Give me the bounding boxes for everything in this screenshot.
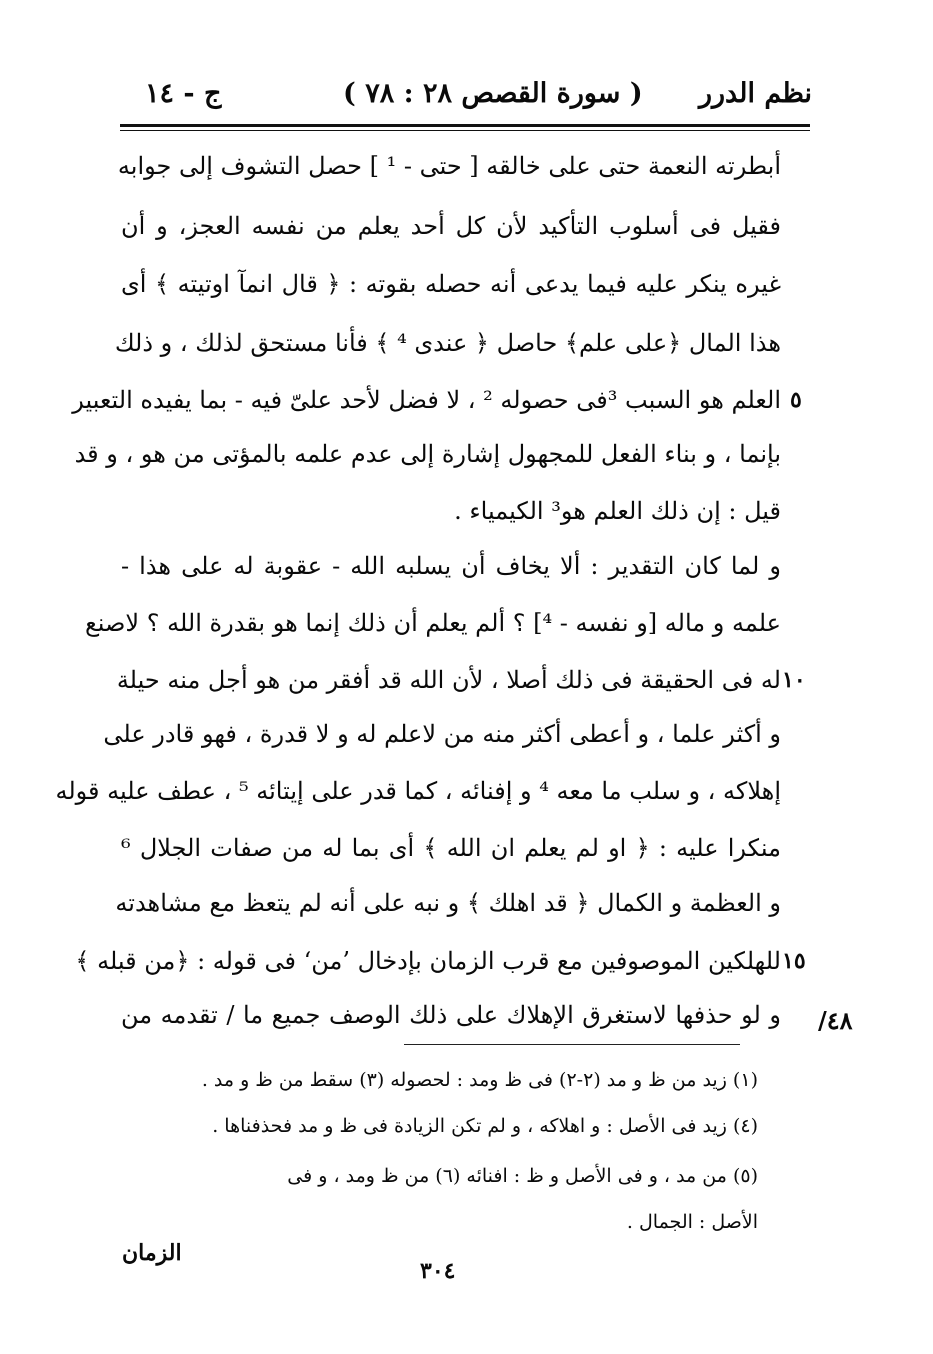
footnote-line: (١) زيد من ظ و مد (٢-٢) فى ظ ومد : لحصوله (٣) سقط من ظ و مد .	[201, 1069, 758, 1091]
running-header	[110, 78, 810, 120]
catchword: الزمان	[122, 1240, 182, 1266]
body-line: إهلاكه ، و سلب ما معه ⁴ و إفنائه ، كما قدر على إيتائه ⁵ ، عطف عليه قوله	[55, 777, 781, 805]
body-line: و العظمة و الكمال ﴿ قد اهلك ﴾ و نبه على أنه لم يتعظ مع مشاهدته	[115, 889, 781, 917]
page-number: ٣٠٤	[420, 1258, 456, 1284]
body-line: علمه و ماله [و نفسه - ⁴] ؟ ألم يعلم أن ذلك إنما هو بقدرة الله ؟ لاصنع	[85, 609, 781, 637]
line-number-5: ٥	[790, 387, 802, 413]
volume-number: ج - ١٤	[145, 78, 222, 109]
body-line: أبطرته النعمة حتى على خالقه [ حتى - ¹ ] حصل التشوف إلى جوابه	[117, 152, 781, 180]
footnote-line: الأصل : الجمال .	[626, 1211, 758, 1233]
header-rule-thin	[120, 130, 810, 131]
body-line: له فى الحقيقة فى ذلك أصلا ، لأن الله قد أفقر من هو أجل منه حيلة	[116, 666, 781, 694]
body-line: فقيل فى أسلوب التأكيد لأن كل أحد يعلم من نفسه العجز، و أن	[121, 212, 781, 240]
manuscript-folio-marker: ٤٨/	[818, 1006, 853, 1035]
header-rule-thick	[120, 124, 810, 127]
body-line: و أكثر علما ، و أعطى أكثر منه من لاعلم له و لا قدرة ، فهو قادر على	[103, 720, 781, 748]
body-line: قيل : إن ذلك العلم هو³ الكيمياء .	[454, 497, 781, 525]
sura-reference: ( سورة القصص ٢٨ : ٧٨ )	[343, 78, 643, 109]
line-number-15: ١٥	[782, 948, 806, 974]
line-number-10: ١٠	[782, 667, 806, 693]
body-line: منكرا عليه : ﴿ او لم يعلم ان الله ﴾ أى بما له من صفات الجلال ⁶	[121, 834, 781, 862]
body-line: و لو حذفها لاستغرق الإهلاك على ذلك الوصف جميع ما / تقدمه من	[121, 1001, 781, 1029]
body-line: و لما كان التقدير : ألا يخاف أن يسلبه الله - عقوبة له على هذا -	[121, 552, 781, 580]
body-line: العلم هو السبب ³فى حصوله ² ، لا فضل لأحد علىّ فيه - بما يفيده التعبير	[72, 386, 781, 414]
footnote-line: (٥) من مد ، و فى الأصل و ظ : افنائه (٦) من ظ ومد ، و فى	[287, 1165, 758, 1187]
body-line: غيره ينكر عليه فيما يدعى أنه حصله بقوته : ﴿ قال انمآ اوتيته ﴾ أى	[121, 270, 781, 298]
footnote-rule	[404, 1044, 740, 1045]
body-line: هذا المال ﴿على علم﴾ حاصل ﴿ عندى ⁴ ﴾ فأنا مستحق لذلك ، و ذلك	[114, 329, 781, 357]
book-title: نظم الدرر	[698, 78, 812, 109]
body-line: بإنما ، و بناء الفعل للمجهول إشارة إلى عدم علمه بالمؤتى من هو ، و قد	[74, 440, 781, 468]
footnote-line: (٤) زيد فى الأصل : و اهلاكه ، و لم تكن الزيادة فى ظ و مد فحذفناها .	[212, 1115, 758, 1137]
body-line: للهلكين الموصوفين مع قرب الزمان بإدخال ’من‘ فى قوله : ﴿من قبله ﴾	[75, 947, 781, 975]
